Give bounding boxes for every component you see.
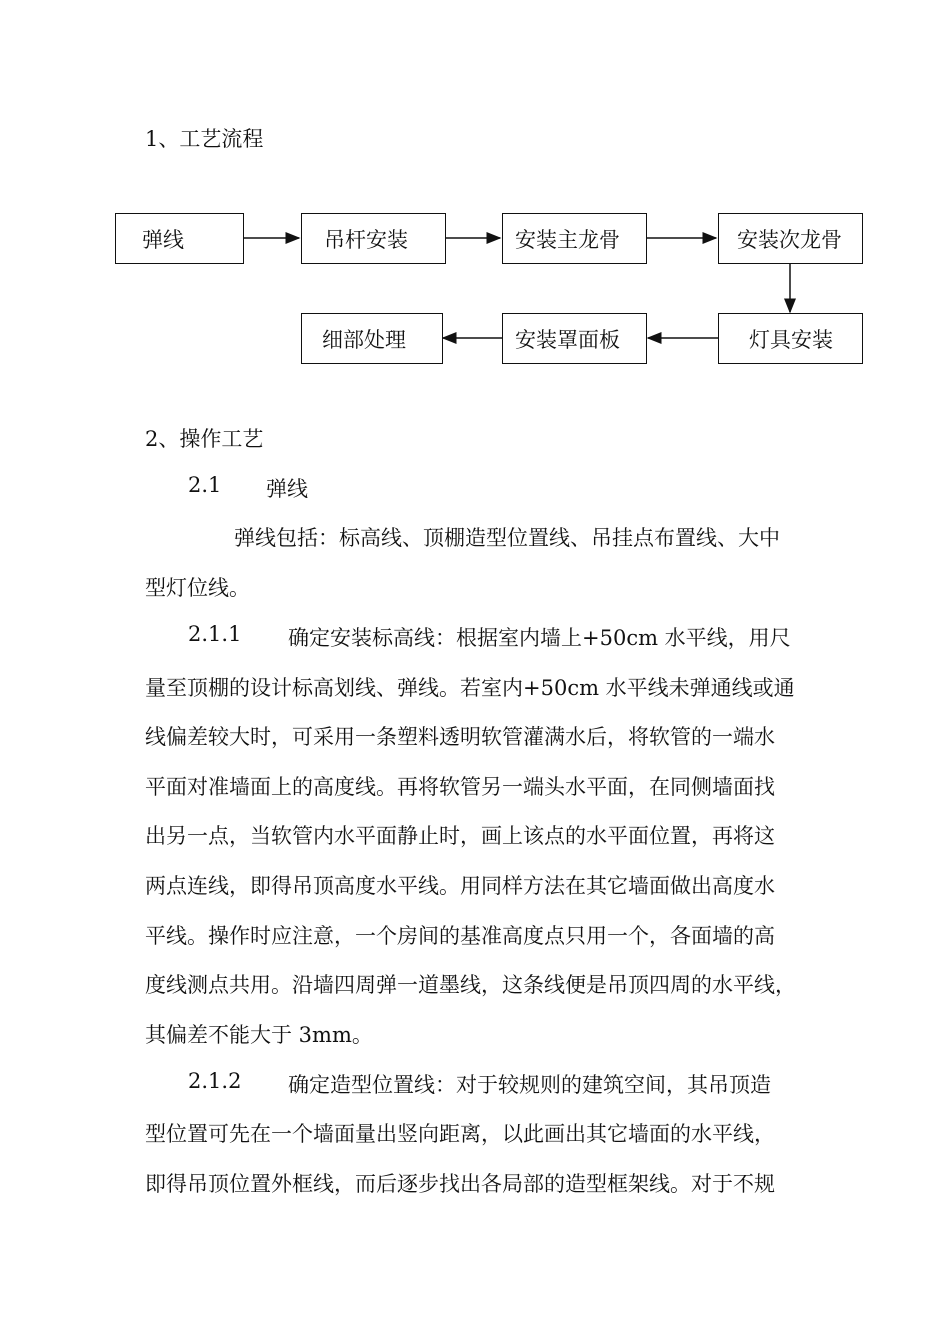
section2-heading: 2、操作工艺 <box>145 427 264 451</box>
flow-step-3 <box>502 213 647 264</box>
sub211-line-5: 出另一点，当软管内水平面静止时，画上该点的水平面位置，再将这 <box>145 824 775 848</box>
subsection-2-1-1-number: 2.1.1 <box>188 622 242 646</box>
sub211-line-7: 平线。操作时应注意，一个房间的基准高度点只用一个，各面墙的高 <box>145 924 775 948</box>
sub211-line-6: 两点连线，即得吊顶高度水平线。用同样方法在其它墙面做出高度水 <box>145 874 775 898</box>
flow-step-7 <box>301 313 443 364</box>
subsection-2-1-title: 弹线 <box>266 477 308 501</box>
flow-step-label: 灯具安装 <box>749 327 833 352</box>
flow-step-1 <box>115 213 244 264</box>
section1-heading: 1、工艺流程 <box>145 127 264 151</box>
sub212-line-2: 型位置可先在一个墙面量出竖向距离，以此画出其它墙面的水平线， <box>145 1122 775 1146</box>
sub211-line-8: 度线测点共用。沿墙四周弹一道墨线，这条线便是吊顶四周的水平线， <box>145 973 796 997</box>
subsection-2-1-number: 2.1 <box>188 473 222 497</box>
flow-step-label: 安装主龙骨 <box>515 227 620 252</box>
intro-line-1: 弹线包括：标高线、顶棚造型位置线、吊挂点布置线、大中 <box>234 526 780 550</box>
intro-line-2: 型灯位线。 <box>145 576 250 600</box>
sub212-line-3: 即得吊顶位置外框线，而后逐步找出各局部的造型框架线。对于不规 <box>145 1172 775 1196</box>
sub211-line-4: 平面对准墙面上的高度线。再将软管另一端头水平面，在同侧墙面找 <box>145 775 775 799</box>
subsection-2-1-2-number: 2.1.2 <box>188 1069 242 1093</box>
sub212-line-1: 确定造型位置线：对于较规则的建筑空间，其吊顶造 <box>288 1073 771 1097</box>
flow-step-label: 安装罩面板 <box>515 327 620 352</box>
flow-step-label: 吊杆安装 <box>324 227 408 252</box>
sub211-line-2: 量至顶棚的设计标高划线、弹线。若室内+50cm 水平线未弹通线或通 <box>145 676 795 700</box>
sub211-line-3: 线偏差较大时，可采用一条塑料透明软管灌满水后，将软管的一端水 <box>145 725 775 749</box>
sub211-line-9: 其偏差不能大于 3mm。 <box>145 1023 373 1047</box>
flow-step-5 <box>718 313 863 364</box>
flow-step-label: 弹线 <box>142 227 184 252</box>
flow-step-2 <box>301 213 446 264</box>
flow-step-6 <box>502 313 647 364</box>
flow-step-4 <box>718 213 863 264</box>
sub211-line-1: 确定安装标高线：根据室内墙上+50cm 水平线，用尺 <box>288 626 791 650</box>
flow-step-label: 细部处理 <box>322 327 406 352</box>
flow-step-label: 安装次龙骨 <box>737 227 842 252</box>
